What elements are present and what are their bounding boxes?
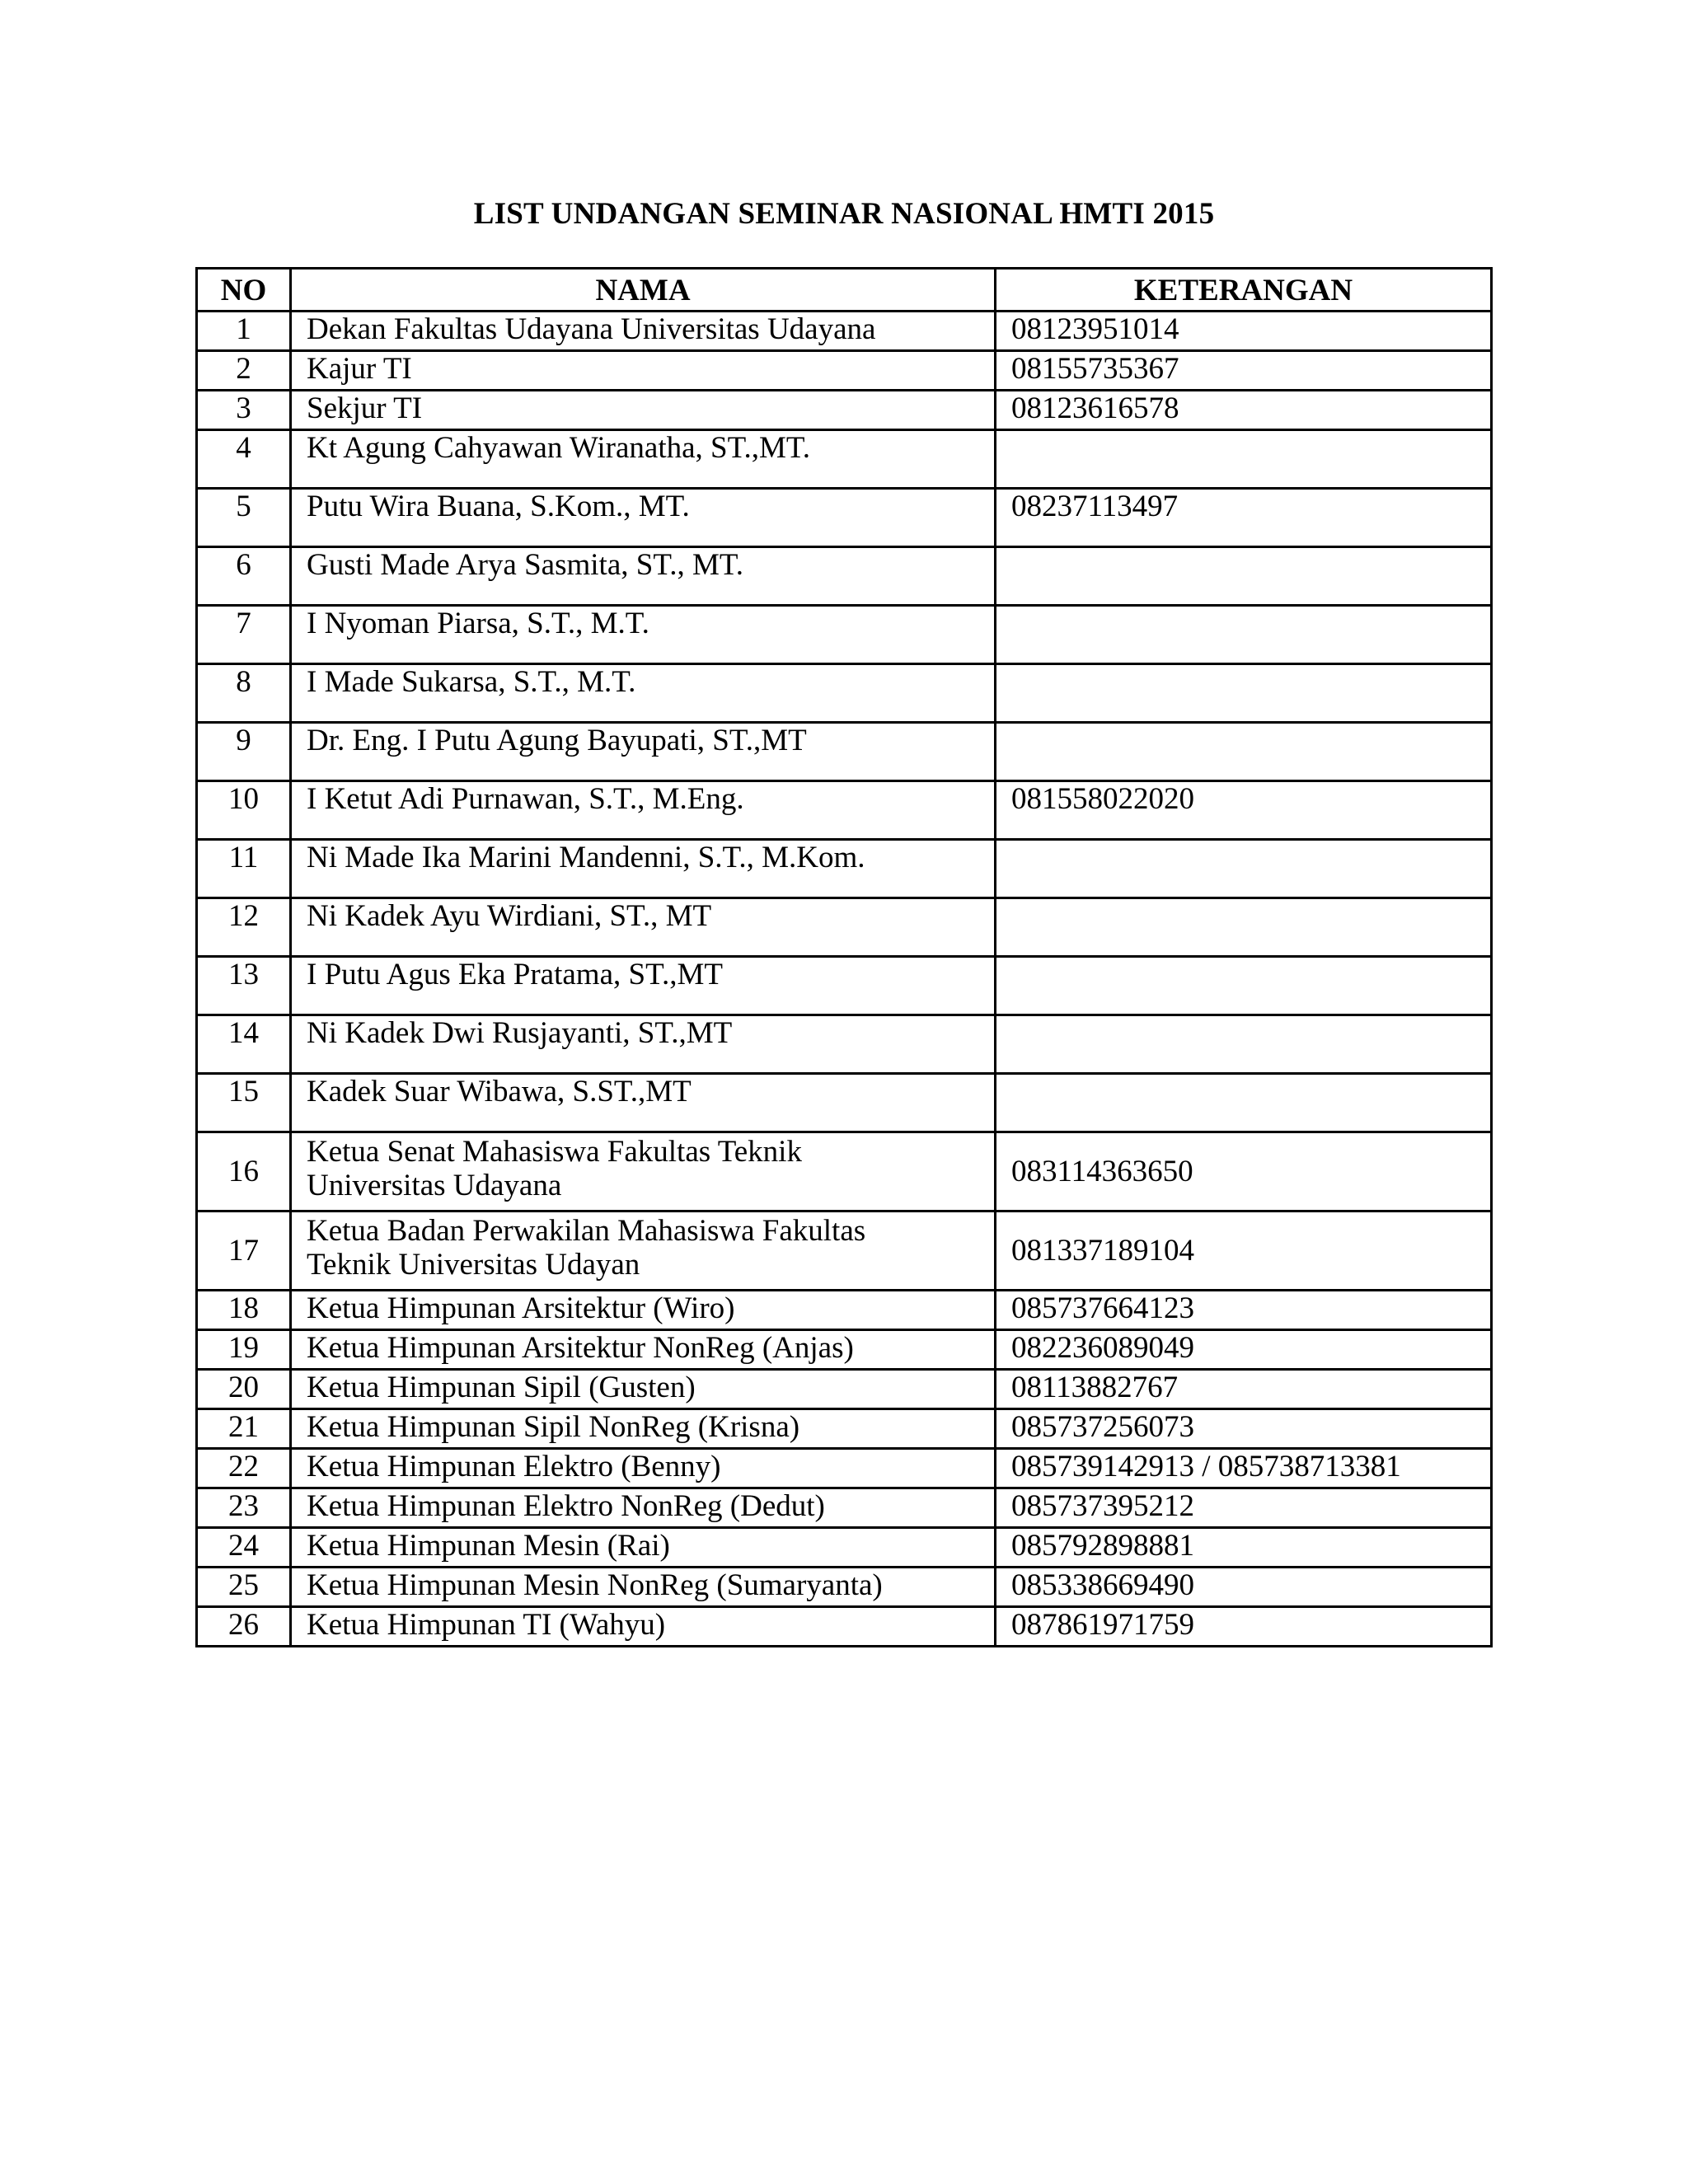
invitation-table — [195, 267, 1493, 1647]
row-nama: Putu Wira Buana, S.Kom., MT. — [291, 489, 996, 547]
column-header-nama: NAMA — [291, 269, 996, 312]
row-number: 21 — [197, 1409, 291, 1449]
row-keterangan: 081558022020 — [996, 781, 1492, 840]
row-nama: Ni Kadek Ayu Wirdiani, ST., MT — [291, 898, 996, 957]
row-number: 17 — [197, 1212, 291, 1291]
row-number: 10 — [197, 781, 291, 840]
row-keterangan: 085792898881 — [996, 1528, 1492, 1568]
row-number: 4 — [197, 430, 291, 489]
row-nama-line: Universitas Udayana — [307, 1169, 562, 1203]
row-keterangan: 087861971759 — [996, 1607, 1492, 1647]
table-row — [197, 781, 1492, 840]
row-nama: Kt Agung Cahyawan Wiranatha, ST.,MT. — [291, 430, 996, 489]
row-keterangan — [996, 898, 1492, 957]
table-row — [197, 312, 1492, 351]
row-number: 24 — [197, 1528, 291, 1568]
row-number: 18 — [197, 1291, 291, 1330]
table-row — [197, 840, 1492, 898]
table-row — [197, 723, 1492, 781]
row-nama: Ketua Himpunan Arsitektur (Wiro) — [291, 1291, 996, 1330]
row-nama: Ketua Himpunan Sipil (Gusten) — [291, 1370, 996, 1409]
row-number: 14 — [197, 1015, 291, 1074]
row-keterangan — [996, 957, 1492, 1015]
row-nama: Dr. Eng. I Putu Agung Bayupati, ST.,MT — [291, 723, 996, 781]
table-row — [197, 1291, 1492, 1330]
row-nama: Ketua Himpunan Mesin NonReg (Sumaryanta) — [291, 1568, 996, 1607]
row-keterangan — [996, 723, 1492, 781]
row-nama: Ketua Himpunan TI (Wahyu) — [291, 1607, 996, 1647]
row-number: 22 — [197, 1449, 291, 1488]
table-row — [197, 957, 1492, 1015]
row-number: 12 — [197, 898, 291, 957]
table-row — [197, 1132, 1492, 1212]
row-nama — [291, 1132, 996, 1212]
table-row — [197, 351, 1492, 391]
row-nama: Ketua Himpunan Sipil NonReg (Krisna) — [291, 1409, 996, 1449]
table-row — [197, 664, 1492, 723]
row-nama: Kadek Suar Wibawa, S.ST.,MT — [291, 1074, 996, 1132]
row-nama: Gusti Made Arya Sasmita, ST., MT. — [291, 547, 996, 606]
row-nama: Ni Kadek Dwi Rusjayanti, ST.,MT — [291, 1015, 996, 1074]
row-keterangan: 085737256073 — [996, 1409, 1492, 1449]
row-keterangan — [996, 664, 1492, 723]
row-keterangan: 08123951014 — [996, 312, 1492, 351]
row-nama-line: Ketua Senat Mahasiswa Fakultas Teknik — [307, 1135, 802, 1169]
row-keterangan: 085737395212 — [996, 1488, 1492, 1528]
column-header-no: NO — [197, 269, 291, 312]
row-number: 2 — [197, 351, 291, 391]
row-keterangan: 08113882767 — [996, 1370, 1492, 1409]
row-nama: I Putu Agus Eka Pratama, ST.,MT — [291, 957, 996, 1015]
table-row — [197, 1015, 1492, 1074]
table-row — [197, 606, 1492, 664]
table-row — [197, 1449, 1492, 1488]
row-keterangan: 081337189104 — [996, 1212, 1492, 1291]
row-keterangan: 08155735367 — [996, 351, 1492, 391]
table-row — [197, 489, 1492, 547]
row-keterangan: 085338669490 — [996, 1568, 1492, 1607]
row-keterangan: 083114363650 — [996, 1132, 1492, 1212]
row-keterangan — [996, 1015, 1492, 1074]
row-keterangan: 085737664123 — [996, 1291, 1492, 1330]
row-keterangan — [996, 606, 1492, 664]
table-row — [197, 547, 1492, 606]
row-keterangan: 08237113497 — [996, 489, 1492, 547]
row-keterangan: 08123616578 — [996, 391, 1492, 430]
table-row — [197, 391, 1492, 430]
table-row — [197, 1568, 1492, 1607]
row-nama: Ketua Himpunan Arsitektur NonReg (Anjas) — [291, 1330, 996, 1370]
row-number: 26 — [197, 1607, 291, 1647]
table-row — [197, 1074, 1492, 1132]
row-nama — [291, 1212, 996, 1291]
row-keterangan — [996, 840, 1492, 898]
row-number: 6 — [197, 547, 291, 606]
table-row — [197, 1528, 1492, 1568]
row-nama-line: Teknik Universitas Udayan — [307, 1248, 640, 1282]
row-nama: I Made Sukarsa, S.T., M.T. — [291, 664, 996, 723]
table-row — [197, 1212, 1492, 1291]
row-nama: I Ketut Adi Purnawan, S.T., M.Eng. — [291, 781, 996, 840]
page-title: LIST UNDANGAN SEMINAR NASIONAL HMTI 2015 — [473, 197, 1215, 231]
row-nama: Dekan Fakultas Udayana Universitas Udayana — [291, 312, 996, 351]
row-keterangan: 082236089049 — [996, 1330, 1492, 1370]
row-nama: Ketua Himpunan Elektro (Benny) — [291, 1449, 996, 1488]
row-number: 3 — [197, 391, 291, 430]
table-row — [197, 1488, 1492, 1528]
row-keterangan: 085739142913 / 085738713381 — [996, 1449, 1492, 1488]
row-number: 16 — [197, 1132, 291, 1212]
row-nama: Ni Made Ika Marini Mandenni, S.T., M.Kom. — [291, 840, 996, 898]
row-number: 5 — [197, 489, 291, 547]
row-keterangan — [996, 1074, 1492, 1132]
row-number: 23 — [197, 1488, 291, 1528]
row-nama: Ketua Himpunan Elektro NonReg (Dedut) — [291, 1488, 996, 1528]
row-keterangan — [996, 430, 1492, 489]
column-header-keterangan: KETERANGAN — [996, 269, 1492, 312]
row-number: 13 — [197, 957, 291, 1015]
row-nama: I Nyoman Piarsa, S.T., M.T. — [291, 606, 996, 664]
table-row — [197, 1409, 1492, 1449]
row-number: 19 — [197, 1330, 291, 1370]
row-nama: Sekjur TI — [291, 391, 996, 430]
table-row — [197, 1330, 1492, 1370]
table-row — [197, 1607, 1492, 1647]
row-nama: Ketua Himpunan Mesin (Rai) — [291, 1528, 996, 1568]
table-row — [197, 1370, 1492, 1409]
row-number: 7 — [197, 606, 291, 664]
row-number: 8 — [197, 664, 291, 723]
row-nama-line: Ketua Badan Perwakilan Mahasiswa Fakultas — [307, 1214, 866, 1248]
table-row — [197, 898, 1492, 957]
table-row — [197, 430, 1492, 489]
row-number: 11 — [197, 840, 291, 898]
row-number: 15 — [197, 1074, 291, 1132]
row-number: 20 — [197, 1370, 291, 1409]
row-number: 25 — [197, 1568, 291, 1607]
row-nama: Kajur TI — [291, 351, 996, 391]
row-number: 1 — [197, 312, 291, 351]
table-header-row — [197, 269, 1492, 312]
row-number: 9 — [197, 723, 291, 781]
row-keterangan — [996, 547, 1492, 606]
